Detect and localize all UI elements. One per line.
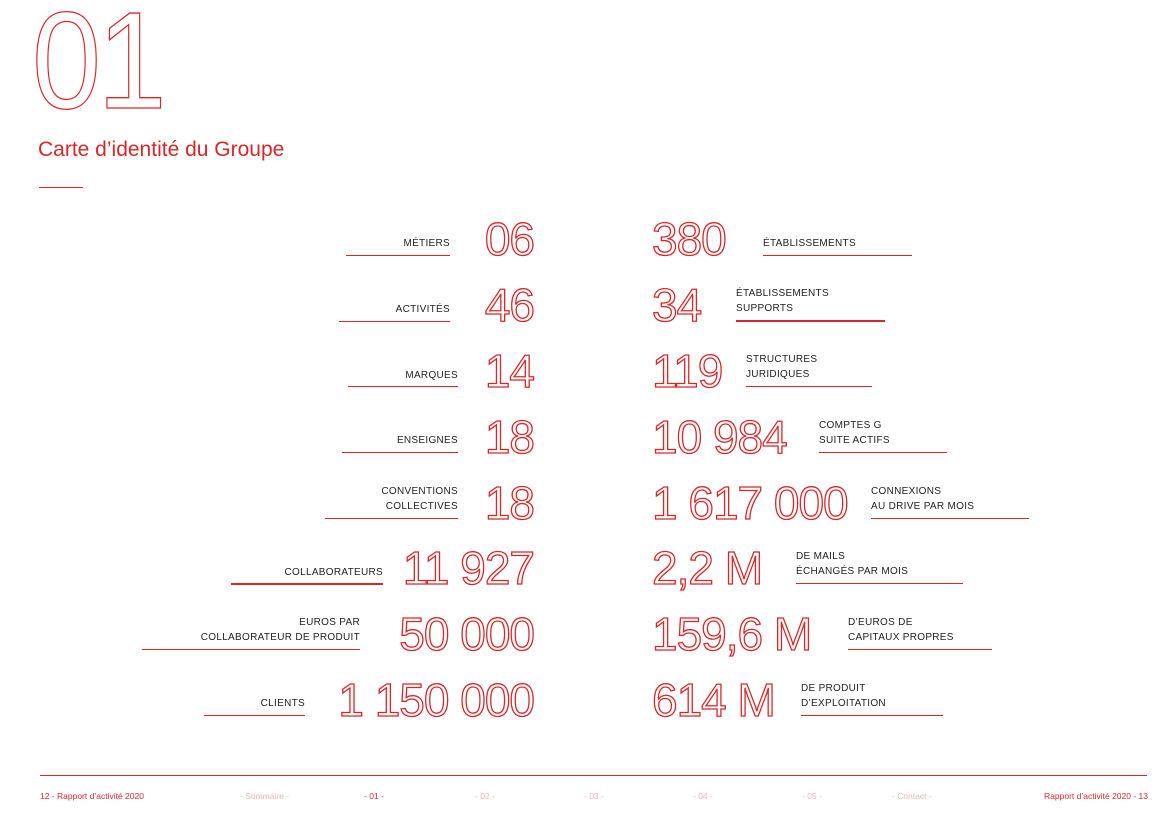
stat-rule	[819, 452, 947, 453]
stat-label: COLLABORATEURS	[284, 567, 383, 578]
stat-rule	[796, 583, 963, 584]
stat-label: ÉTABLISSEMENTS SUPPORTS	[736, 288, 829, 314]
stat-label: MARQUES	[405, 370, 458, 381]
stat-label: STRUCTURES JURIDIQUES	[746, 354, 818, 380]
footer-page-right: Rapport d’activité 2020 - 13	[1044, 791, 1148, 801]
stat-value: 2,2 M	[652, 542, 763, 594]
stat-rule	[848, 649, 992, 650]
stat-value: 10 984	[652, 411, 787, 463]
stat-rule	[231, 583, 383, 585]
stat-value: 380	[652, 213, 726, 265]
footer-nav-02[interactable]: - 02 -	[475, 791, 495, 801]
stat-value: 46	[484, 279, 534, 331]
stat-label: MÉTIERS	[403, 238, 450, 249]
stat-label: CLIENTS	[260, 698, 305, 709]
footer-nav-01[interactable]: - 01 -	[364, 791, 384, 801]
stat-rule	[763, 255, 912, 256]
footer-rule	[40, 775, 1147, 776]
stat-label: DE MAILS ÉCHANGÉS PAR MOIS	[796, 551, 909, 577]
stat-label: COMPTES G SUITE ACTIFS	[819, 420, 890, 446]
stat-value: 614 M	[652, 674, 775, 726]
stat-value: 1 617 000	[652, 477, 848, 529]
title-underline	[39, 187, 83, 188]
stat-label: CONNEXIONS AU DRIVE PAR MOIS	[871, 486, 975, 512]
stat-label: ACTIVITÉS	[395, 304, 450, 315]
footer-nav-05[interactable]: - 05 -	[802, 791, 822, 801]
stat-rule	[339, 321, 450, 322]
chapter-number: 01	[32, 0, 163, 138]
stat-value: 18	[484, 477, 534, 529]
stat-rule	[204, 715, 305, 716]
stat-rule	[801, 715, 943, 716]
stat-rule	[871, 518, 1029, 519]
footer-nav-04[interactable]: - 04 -	[693, 791, 713, 801]
footer-nav-03[interactable]: - 03 -	[584, 791, 604, 801]
stat-label: CONVENTIONS COLLECTIVES	[381, 486, 458, 512]
stat-rule	[746, 386, 872, 387]
stat-rule	[325, 518, 458, 519]
stat-value: 14	[484, 345, 534, 397]
stat-rule	[342, 452, 458, 453]
stat-label: DE PRODUIT D’EXPLOITATION	[801, 683, 886, 709]
stat-label: ÉTABLISSEMENTS	[763, 238, 856, 249]
stat-value: 159,6 M	[652, 608, 812, 660]
stat-value: 1 150 000	[338, 674, 534, 726]
stat-value: 18	[484, 411, 534, 463]
stat-value: 06	[484, 213, 534, 265]
stat-value: 34	[652, 279, 702, 331]
stat-rule	[348, 386, 458, 387]
stat-label: ENSEIGNES	[396, 435, 458, 446]
stat-rule	[736, 320, 885, 322]
stat-value: 50 000	[399, 608, 534, 660]
footer-nav-contact[interactable]: - Contact -	[892, 791, 932, 801]
stat-label: EUROS PAR COLLABORATEUR DE PRODUIT	[200, 617, 360, 643]
stat-value: 119	[652, 345, 723, 397]
stat-label: D’EUROS DE CAPITAUX PROPRES	[848, 617, 954, 643]
stat-rule	[142, 649, 360, 650]
stat-value: 11 927	[402, 542, 534, 594]
page-title: Carte d’identité du Groupe	[38, 138, 285, 161]
footer-nav-sommaire[interactable]: - Sommaire -	[240, 791, 290, 801]
stat-rule	[346, 255, 450, 256]
footer-page-left: 12 - Rapport d’activité 2020	[40, 791, 144, 801]
